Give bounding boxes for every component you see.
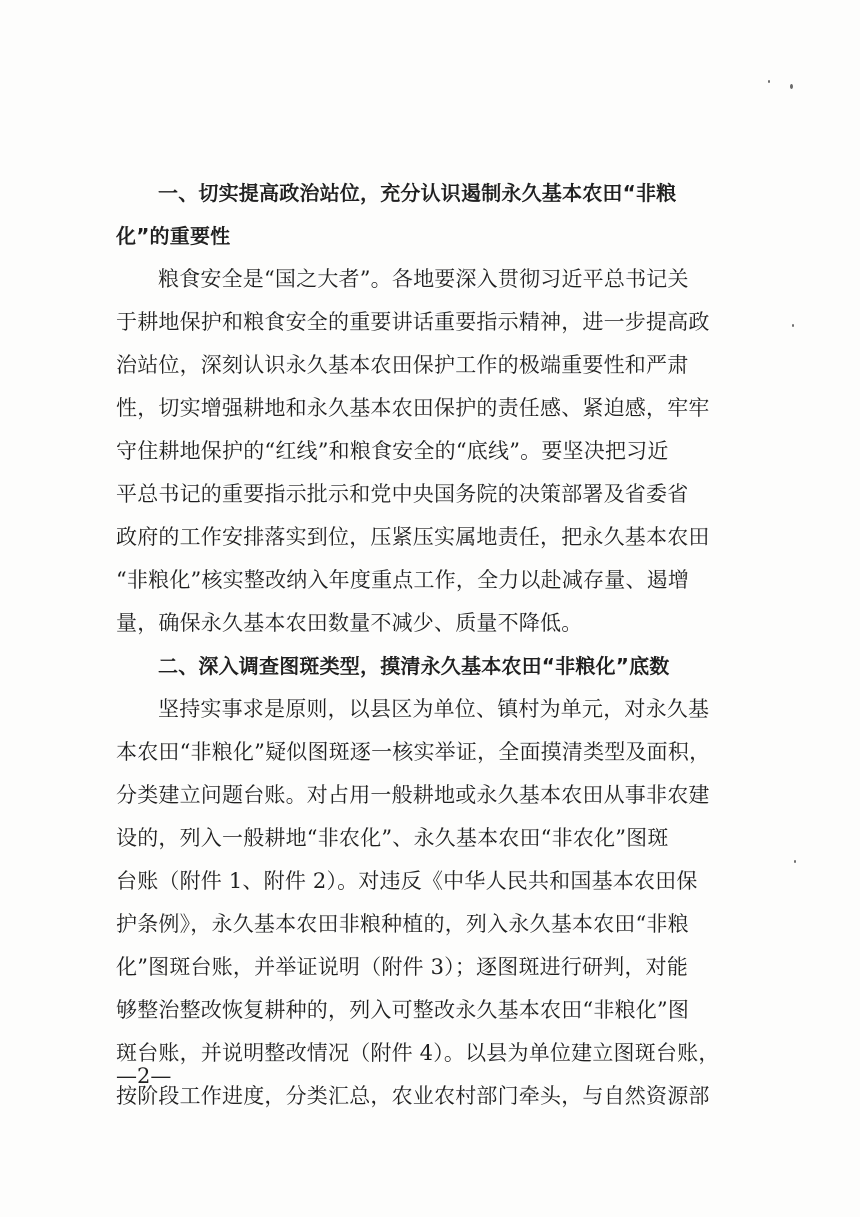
paragraph-line: “非粮化”核实整改纳入年度重点工作，全力以赴减存量、遏增 [116, 568, 690, 592]
paragraph-line: 本农田“非粮化”疑似图斑逐一核实举证，全面摸清类型及面积， [116, 740, 711, 764]
paragraph-line: 粮食安全是“国之大者”。各地要深入贯彻习近平总书记关 [158, 267, 689, 291]
paragraph-line: 化”图斑台账，并举证说明（附件 3）；逐图斑进行研判，对能 [116, 955, 689, 979]
paragraph-line: 平总书记的重要指示批示和党中央国务院的决策部署及省委省 [116, 482, 689, 506]
paragraph-line: 斑台账，并说明整改情况（附件 4）。以县为单位建立图斑台账， [116, 1041, 720, 1065]
paragraph-line: 按阶段工作进度，分类汇总，农业农村部门牵头，与自然资源部 [116, 1084, 710, 1108]
page-number: —2— [116, 1064, 172, 1088]
paragraph-line: 护条例》，永久基本农田非粮种植的，列入永久基本农田“非粮 [116, 912, 689, 936]
paragraph-line: 分类建立问题台账。对占用一般耕地或永久基本农田从事非农建 [116, 783, 710, 807]
paragraph-line: 于耕地保护和粮食安全的重要讲话重要指示精神，进一步提高政 [116, 310, 710, 334]
scan-speck [768, 80, 770, 83]
paragraph-line: 坚持实事求是原则，以县区为单位、镇村为单元，对永久基 [158, 697, 710, 721]
paragraph-line: 守住耕地保护的“红线”和粮食安全的“底线”。要坚决把习近 [116, 439, 669, 463]
section-heading: 二、深入调查图斑类型，摸清永久基本农田“非粮化”底数 [158, 654, 670, 678]
section-heading: 一、切实提高政治站位，充分认识遏制永久基本农田“非粮 [158, 181, 677, 205]
paragraph-line: 台账（附件 1、附件 2）。对违反《中华人民共和国基本农田保 [116, 869, 698, 893]
scan-speck [794, 860, 796, 863]
paragraph-line: 治站位，深刻认识永久基本农田保护工作的极端重要性和严肃 [116, 353, 689, 377]
scan-speck [792, 324, 794, 327]
paragraph-line: 政府的工作安排落实到位，压紧压实属地责任，把永久基本农田 [116, 525, 710, 549]
paragraph-line: 设的，列入一般耕地“非农化”、永久基本农田“非农化”图斑 [116, 826, 669, 850]
paragraph-line: 够整治整改恢复耕种的，列入可整改永久基本农田“非粮化”图 [116, 998, 690, 1022]
scan-speck [790, 84, 793, 89]
section-heading: 化”的重要性 [116, 224, 231, 248]
paragraph-line: 性，切实增强耕地和永久基本农田保护的责任感、紧迫感，牢牢 [116, 396, 710, 420]
paragraph-line: 量，确保永久基本农田数量不减少、质量不降低。 [116, 611, 583, 635]
document-body [116, 172, 728, 1118]
